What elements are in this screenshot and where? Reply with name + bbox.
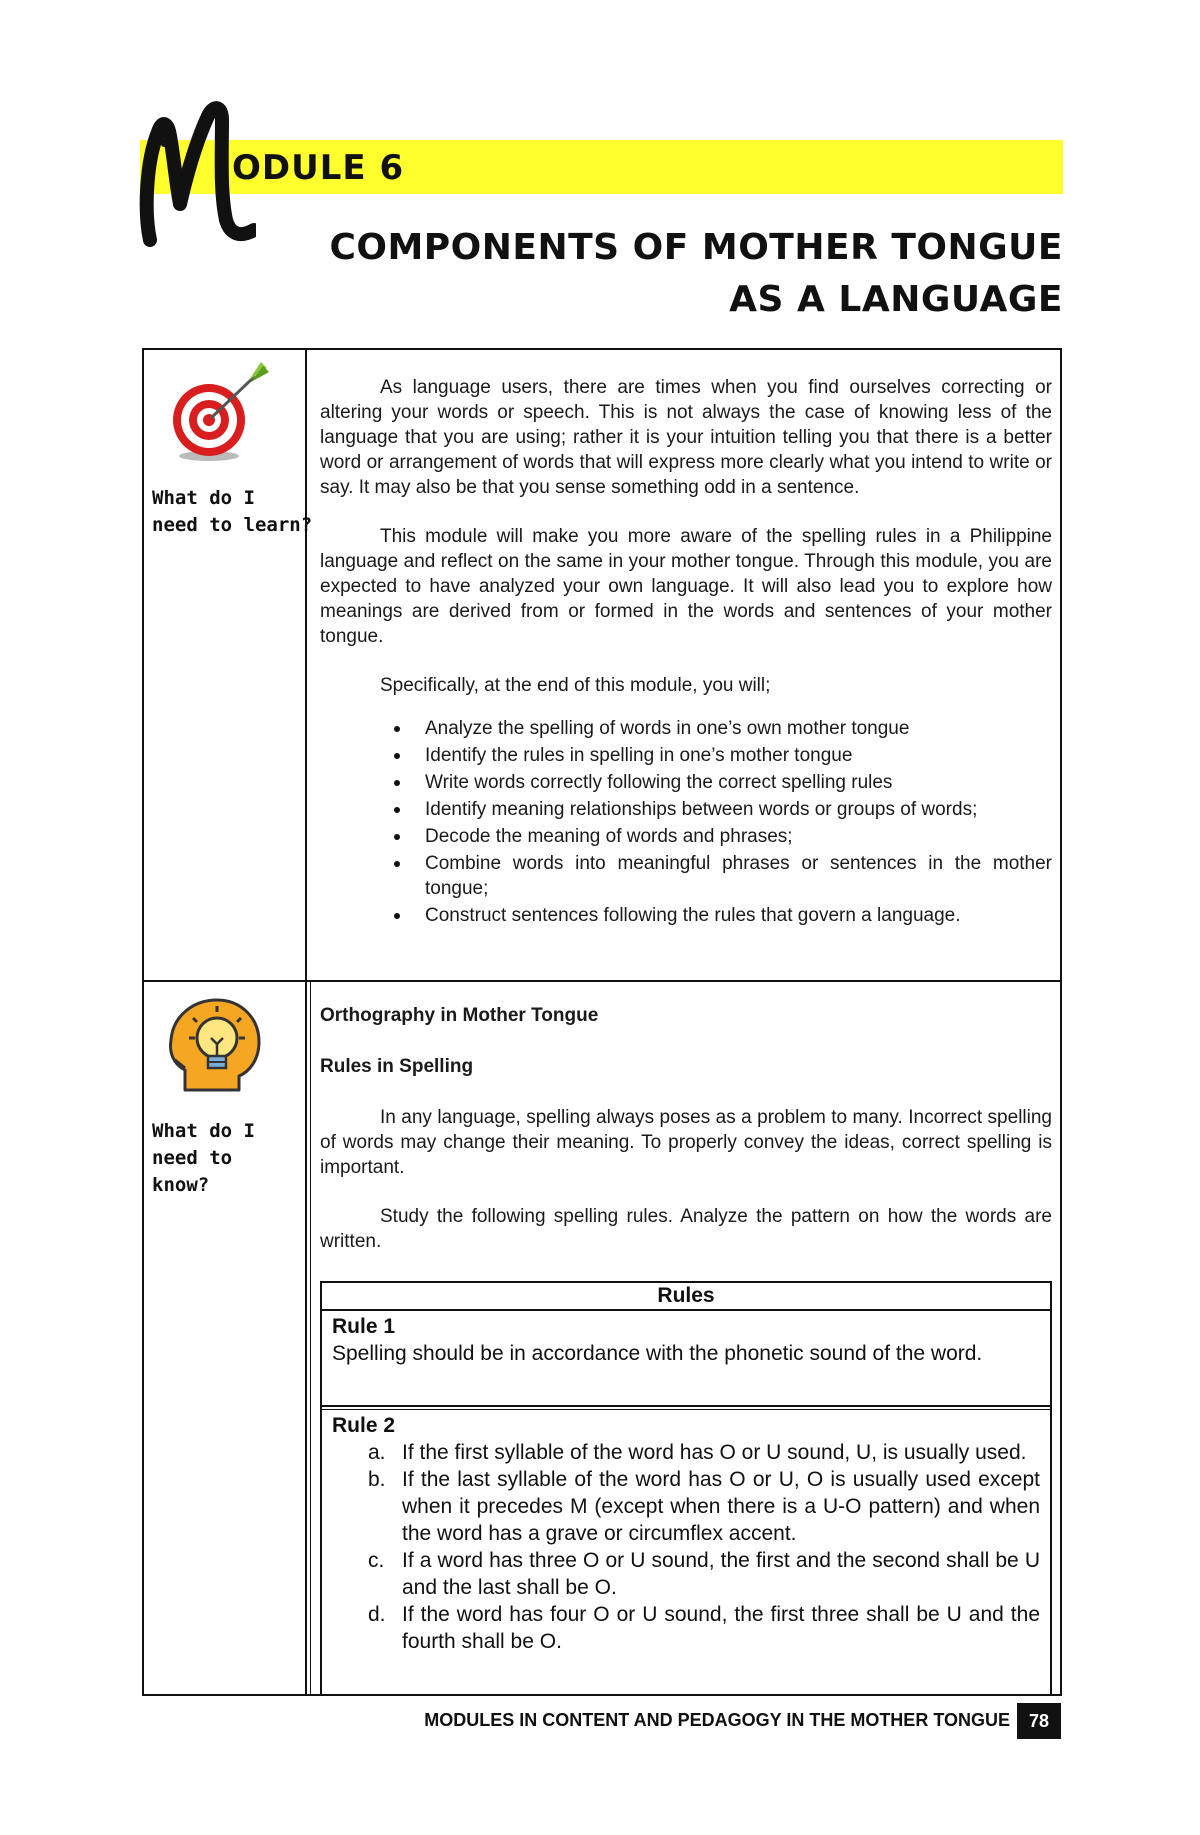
title-line-2: AS A LANGUAGE xyxy=(729,279,1063,320)
section-heading-rules: Rules in Spelling xyxy=(320,1056,474,1077)
know-paragraph-2: Study the following spelling rules. Analyze the pattern on how the words are written. xyxy=(320,1206,1052,1252)
list-item: d. If the word has four O or U sound, the first three shall be U and the fourth shall be O. xyxy=(368,1603,1040,1653)
rule-1-title: Rule 1 xyxy=(332,1315,396,1338)
rule-2-title: Rule 2 xyxy=(332,1414,396,1437)
learn-paragraph-1: As language users, there are times when you find ourselves correcting or altering your words or speech. This is not always the case of knowing less of the language that you are using; rather it is your intuition telling you that there is a better word or arrangement of words that will express more clearly what you intend to write or say. It may also be that you sense something odd in a sentence. xyxy=(320,377,1052,498)
row-divider xyxy=(142,980,1062,982)
rule-2-list xyxy=(332,1439,1040,1655)
know-section-label: What do I need to know? xyxy=(152,1120,255,1196)
page-title xyxy=(329,222,1063,326)
footer-text: MODULES IN CONTENT AND PEDAGOGY IN THE MOTHER TONGUE xyxy=(424,1710,1010,1730)
rules-table xyxy=(320,1281,1052,1696)
list-item: Analyze the spelling of words in one’s own mother tongue xyxy=(425,716,1052,741)
list-item: Decode the meaning of words and phrases; xyxy=(425,824,1052,849)
page-number: 78 xyxy=(1017,1703,1061,1739)
column-divider xyxy=(305,348,307,1696)
know-paragraph-1: In any language, spelling always poses as a problem to many. Incorrect spelling of words may change their meaning. To properly convey the ideas, correct spelling is important. xyxy=(320,1107,1052,1178)
list-item: Combine words into meaningful phrases or sentences in the mother tongue; xyxy=(425,853,1052,899)
learn-section-label: What do I need to learn? xyxy=(152,487,313,536)
list-item: a. If the first syllable of the word has O or U sound, U, is usually used. xyxy=(368,1441,1027,1464)
list-item: Identify meaning relationships between words or groups of words; xyxy=(425,797,1052,822)
list-item: b. If the last syllable of the word has O or U, O is usually used except when it precedes M (except when there is a U-O pattern) and when the word has a grave or circumflex accent. xyxy=(368,1468,1040,1545)
target-icon xyxy=(163,360,273,465)
rules-table-header: Rules xyxy=(322,1283,1050,1311)
learn-section-content xyxy=(320,375,1052,930)
objectives-list xyxy=(320,716,1052,928)
module-number: ODULE 6 xyxy=(232,148,405,188)
learn-paragraph-2: This module will make you more aware of the spelling rules in a Philippine language and reflect on the same in your mother tongue. Through this module, you are expected to have analyzed your own language. It will also lead you to explore how meanings are derived from or formed in the words and sentences of your mother tongue. xyxy=(320,526,1052,647)
learn-paragraph-3: Specifically, at the end of this module, you will; xyxy=(380,675,771,696)
know-section-content xyxy=(320,1003,1052,1278)
column-divider-inner xyxy=(310,980,311,1696)
list-item: Identify the rules in spelling in one’s mother tongue xyxy=(425,743,1052,768)
section-heading-orthography: Orthography in Mother Tongue xyxy=(320,1005,599,1026)
lightbulb-head-icon xyxy=(165,990,265,1100)
rule-2 xyxy=(322,1410,1050,1661)
list-item: Write words correctly following the correct spelling rules xyxy=(425,770,1052,795)
rule-1-text: Spelling should be in accordance with the phonetic sound of the word. xyxy=(332,1342,983,1365)
list-item: c. If a word has three O or U sound, the first and the second shall be U and the last shall be O. xyxy=(368,1549,1040,1599)
list-item: Construct sentences following the rules that govern a language. xyxy=(425,903,1052,928)
rule-1 xyxy=(322,1311,1050,1397)
title-line-1: COMPONENTS OF MOTHER TONGUE xyxy=(329,227,1063,268)
